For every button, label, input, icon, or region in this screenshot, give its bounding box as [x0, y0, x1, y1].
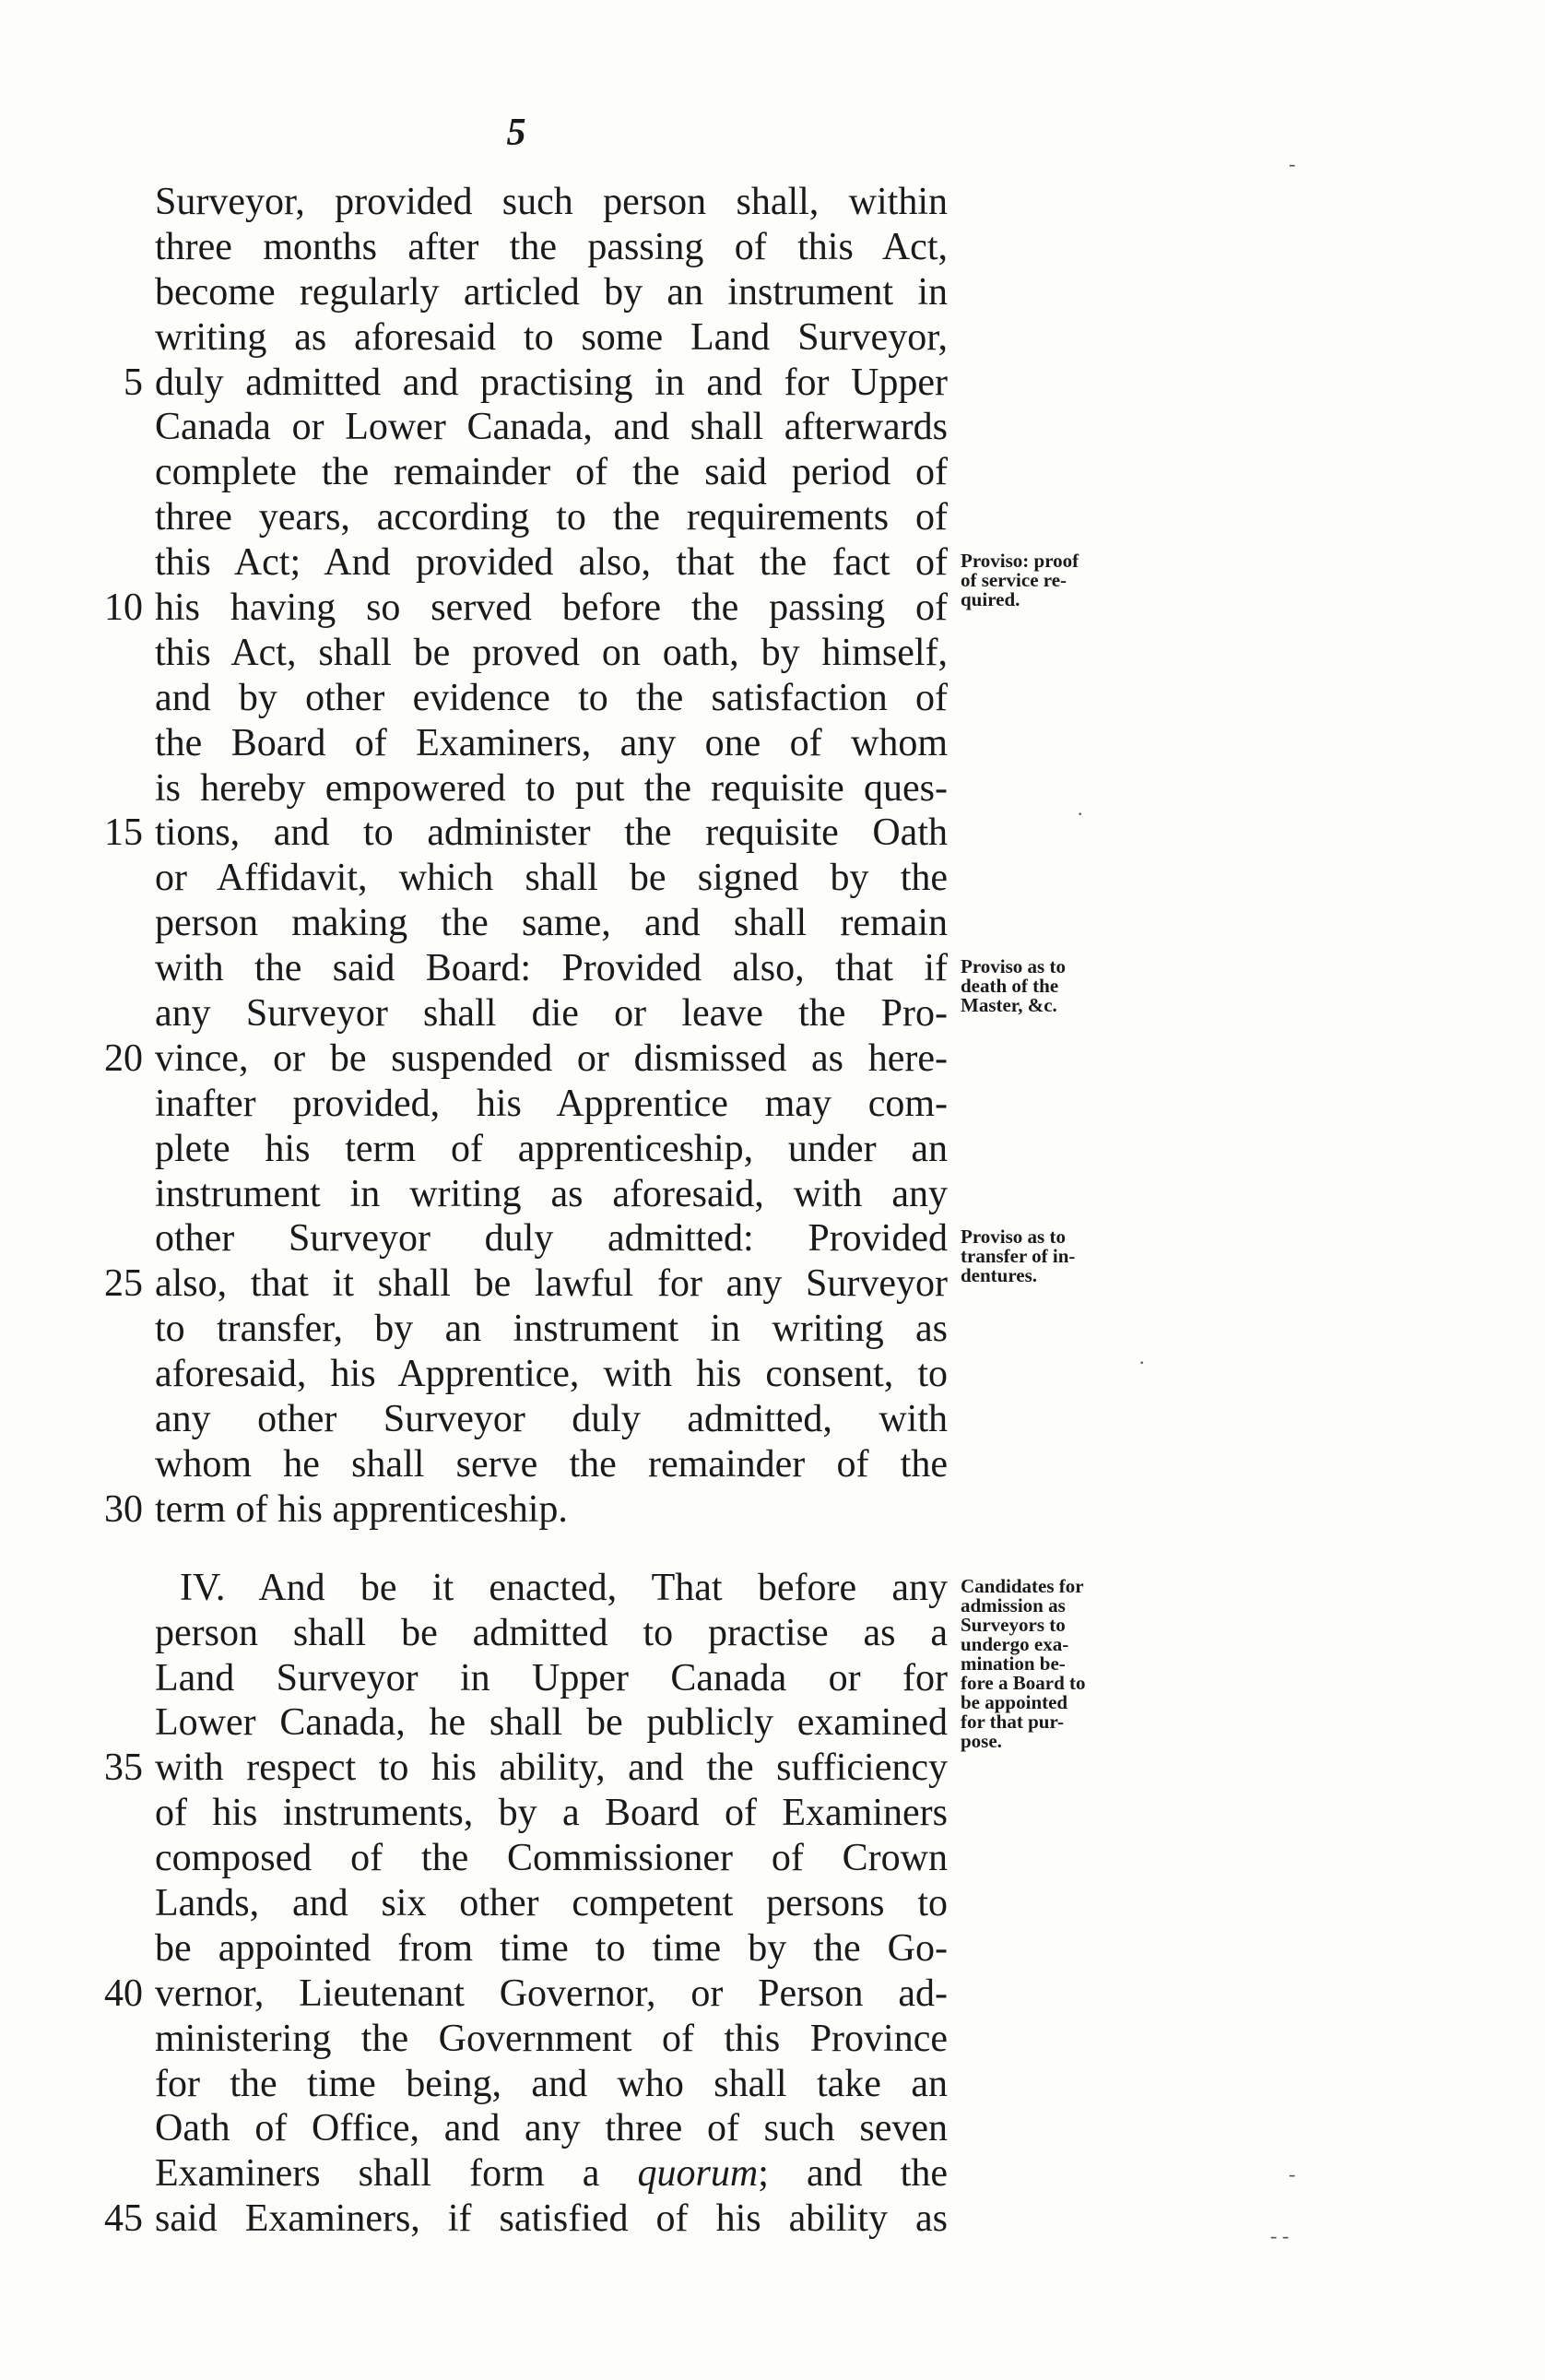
margin-note-line: of service re-	[961, 569, 1067, 592]
margin-note-line: transfer of in-	[961, 1245, 1076, 1268]
text-line	[0, 856, 1545, 901]
margin-note-line: quired.	[961, 588, 1020, 611]
line-text: Lands, and six other competent persons to	[155, 1881, 948, 1924]
line-text: duly admitted and practising in and for Upper	[155, 361, 948, 404]
line-number: 10	[104, 586, 143, 630]
line-text: this Act; And provided also, that the fact of	[155, 541, 948, 585]
text-line	[0, 1611, 1545, 1656]
line-text: term of his apprenticeship.	[155, 1487, 568, 1531]
line-number: 15	[104, 811, 143, 855]
page-number: 5	[506, 112, 526, 154]
margin-note-line: Proviso as to	[961, 955, 1066, 978]
scan-mark: ·	[1077, 802, 1084, 825]
text-line	[0, 1746, 1545, 1791]
line-text: his having so served before the passing of	[155, 586, 948, 630]
text-line	[0, 811, 1545, 856]
margin-note-line: Surveyors to	[961, 1613, 1066, 1636]
text-line	[0, 2196, 1545, 2242]
text-line	[0, 1082, 1545, 1127]
line-text: Surveyor, provided such person shall, within	[155, 181, 948, 223]
line-text: person making the same, and shall remain	[155, 902, 948, 945]
line-text: for the time being, and who shall take an	[155, 2062, 948, 2105]
line-number: 35	[104, 1747, 143, 1790]
text-line	[0, 1926, 1545, 1971]
line-number: 25	[104, 1262, 143, 1306]
margin-note-line: death of the	[961, 975, 1059, 998]
line-text: plete his term of apprenticeship, under an	[155, 1127, 948, 1170]
line-text: vernor, Lieutenant Governor, or Person ad-	[155, 1971, 948, 2015]
margin-note-line: Proviso as to	[961, 1226, 1066, 1249]
section-gap	[0, 1533, 1545, 1566]
line-text: become regularly articled by an instrument in	[155, 270, 948, 314]
line-text: Oath of Office, and any three of such seven	[155, 2107, 948, 2150]
text-line	[0, 1791, 1545, 1836]
line-text: other Surveyor duly admitted: Provided	[155, 1217, 948, 1261]
scan-mark: ·	[1138, 1351, 1146, 1374]
line-text: with respect to his ability, and the sufficiency	[155, 1747, 948, 1790]
text-line	[0, 1881, 1545, 1926]
text-line	[0, 1036, 1545, 1082]
line-text: or Affidavit, which shall be signed by the	[155, 857, 948, 900]
text-line	[0, 1307, 1545, 1352]
margin-note-line: admission as	[961, 1593, 1066, 1616]
line-text: any other Surveyor duly admitted, with	[155, 1398, 948, 1441]
text-line	[0, 676, 1545, 721]
line-text: is hereby empowered to put the requisite ques-	[155, 766, 948, 810]
margin-note-line: pose.	[961, 1729, 1002, 1752]
line-text: whom he shall serve the remainder of the	[155, 1442, 948, 1486]
text-line	[0, 2017, 1545, 2062]
text-line	[0, 361, 1545, 406]
margin-note-line: undergo exa-	[961, 1632, 1069, 1655]
line-text: of his instruments, by a Board of Examiners	[155, 1792, 948, 1835]
line-text: with the said Board: Provided also, that if	[155, 947, 948, 990]
scan-mark: - -	[1270, 2224, 1290, 2247]
text-line	[0, 901, 1545, 946]
text-line	[0, 1442, 1545, 1487]
line-text: and by other evidence to the satisfaction of	[155, 676, 948, 719]
line-text: complete the remainder of the said period of	[155, 451, 948, 494]
line-number: 20	[104, 1036, 143, 1080]
text-line	[0, 2106, 1545, 2151]
line-text: the Board of Examiners, any one of whom	[155, 721, 948, 764]
text-line	[0, 1261, 1545, 1307]
text-line	[0, 631, 1545, 676]
line-text: writing as aforesaid to some Land Surveyor,	[155, 315, 948, 359]
line-text: aforesaid, his Apprentice, with his consent, to	[155, 1353, 948, 1396]
line-text: Examiners shall form a quorum; and the	[155, 2152, 948, 2196]
text-line	[0, 1652, 1545, 1701]
margin-note-line: be appointed	[961, 1690, 1068, 1713]
margin-note-line: for that pur-	[961, 1710, 1064, 1733]
scan-mark: -	[1289, 152, 1296, 175]
text-line	[0, 405, 1545, 450]
text-line	[0, 225, 1545, 270]
text-line	[0, 991, 1545, 1036]
text-line	[0, 495, 1545, 540]
margin-note-line: dentures.	[961, 1264, 1038, 1287]
text-line	[0, 1352, 1545, 1397]
line-text: Lower Canada, he shall be publicly examined	[155, 1701, 948, 1745]
scan-mark: -	[1289, 2162, 1296, 2185]
margin-note-line: Candidates for	[961, 1574, 1084, 1597]
margin-note-line: mination be-	[961, 1652, 1066, 1675]
line-text: said Examiners, if satisfied of his ability as	[155, 2197, 948, 2241]
line-number: 40	[104, 1971, 143, 2015]
line-number: 5	[124, 361, 143, 404]
text-line	[0, 450, 1545, 495]
text-line	[0, 586, 1545, 631]
text-line	[0, 2062, 1545, 2107]
text-line	[0, 1172, 1545, 1217]
line-number: 30	[104, 1487, 143, 1531]
text-line	[0, 1700, 1545, 1746]
margin-note-line: Master, &c.	[961, 994, 1057, 1017]
line-text: vince, or be suspended or dismissed as here-	[155, 1036, 948, 1080]
line-text: tions, and to administer the requisite Oath	[155, 811, 948, 855]
text-line	[0, 180, 1545, 225]
line-text: ministering the Government of this Province	[155, 2017, 948, 2060]
text-line	[0, 1971, 1545, 2017]
line-text: composed of the Commissioner of Crown	[155, 1837, 948, 1880]
text-line	[0, 2151, 1545, 2196]
text-line	[0, 1836, 1545, 1881]
text-line	[0, 315, 1545, 361]
text-line	[0, 721, 1545, 766]
text-line	[0, 1487, 1545, 1533]
line-text: three months after the passing of this Act,	[155, 225, 948, 268]
line-text: Land Surveyor in Upper Canada or for	[155, 1656, 948, 1699]
text-line	[0, 270, 1545, 315]
text-line	[0, 766, 1545, 811]
text-line	[0, 1397, 1545, 1442]
line-text: any Surveyor shall die or leave the Pro-	[155, 992, 948, 1036]
text-line	[0, 1127, 1545, 1172]
line-number: 45	[104, 2197, 143, 2241]
line-text: inafter provided, his Apprentice may com-	[155, 1082, 948, 1125]
page-body	[0, 180, 1545, 2242]
line-text: this Act, shall be proved on oath, by himself,	[155, 631, 948, 674]
line-text: IV. And be it enacted, That before any	[180, 1566, 948, 1609]
line-text: instrument in writing as aforesaid, with any	[155, 1172, 948, 1215]
line-text: be appointed from time to time by the Go-	[155, 1926, 948, 1970]
margin-note-line: Proviso: proof	[961, 550, 1079, 573]
line-text: to transfer, by an instrument in writing as	[155, 1308, 948, 1351]
margin-note-line: fore a Board to	[961, 1671, 1086, 1694]
line-text: person shall be admitted to practise as a	[155, 1611, 948, 1654]
line-text: three years, according to the requirements of	[155, 496, 948, 539]
line-text: also, that it shall be lawful for any Surveyor	[155, 1262, 948, 1306]
line-text: Canada or Lower Canada, and shall afterwards	[155, 406, 948, 449]
